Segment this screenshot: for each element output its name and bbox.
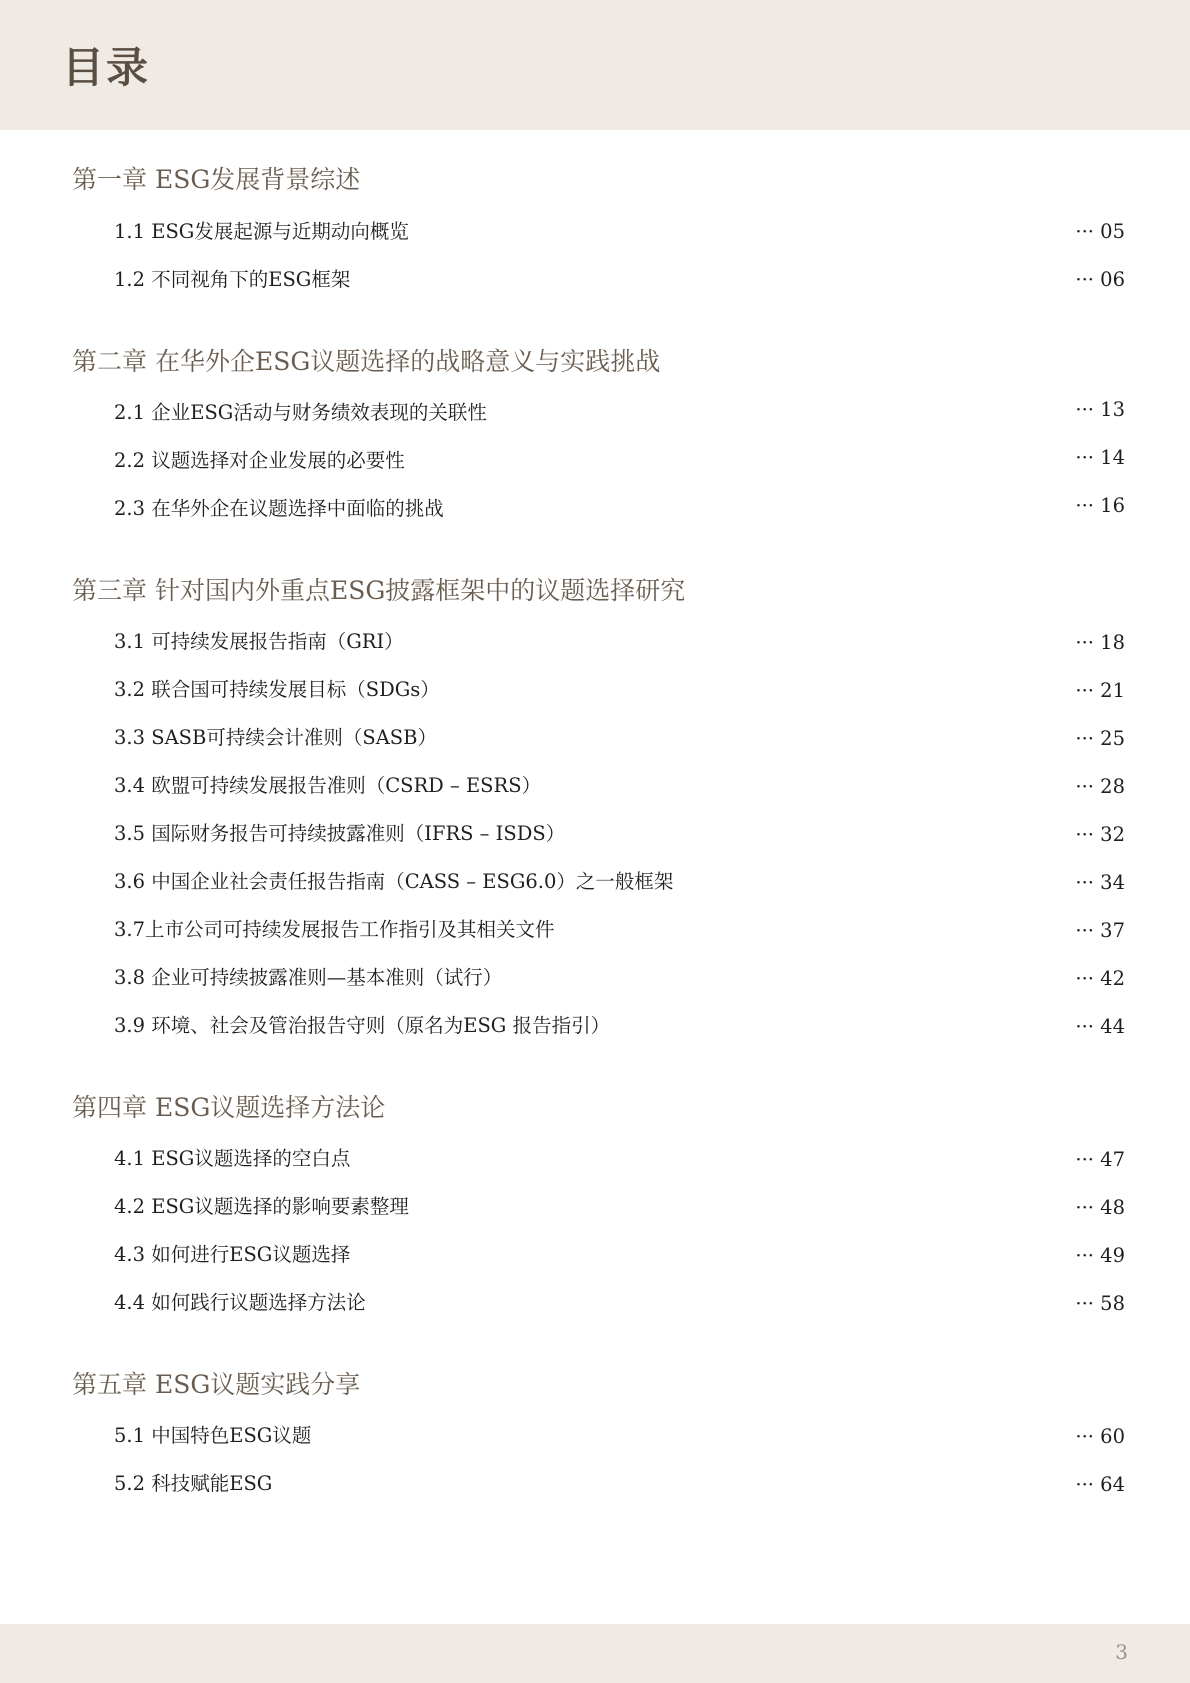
toc-page-1-2: ··· 06 [1075,268,1125,291]
toc-page-2-3: ··· 16 [1075,494,1125,517]
toc-page-3-6: ··· 34 [1075,871,1125,894]
toc-entry-4-2[interactable]: 4.2 ESG议题选择的影响要素整理 [114,1195,409,1218]
toc-entry-3-4[interactable]: 3.4 欧盟可持续发展报告准则（CSRD – ESRS） [114,774,542,797]
toc-entry-3-6[interactable]: 3.6 中国企业社会责任报告指南（CASS – ESG6.0）之一般框架 [114,870,674,893]
toc-entry-5-1[interactable]: 5.1 中国特色ESG议题 [114,1424,312,1447]
toc-page-3-3: ··· 25 [1075,727,1125,750]
toc-entry-4-4[interactable]: 4.4 如何践行议题选择方法论 [114,1291,366,1314]
page-title: 目录 [62,43,151,92]
toc-entry-2-1[interactable]: 2.1 企业ESG活动与财务绩效表现的关联性 [114,401,487,424]
page-number: 3 [1115,1640,1128,1664]
toc-entry-3-8[interactable]: 3.8 企业可持续披露准则—基本准则（试行） [114,966,503,989]
toc-entry-3-1[interactable]: 3.1 可持续发展报告指南（GRI） [114,630,404,653]
toc-page-3-2: ··· 21 [1075,679,1125,702]
toc-page-4-3: ··· 49 [1075,1244,1125,1267]
toc-page-1-1: ··· 05 [1075,220,1125,243]
toc-entry-3-9[interactable]: 3.9 环境、社会及管治报告守则（原名为ESG 报告指引） [114,1014,611,1037]
toc-page-5-1: ··· 60 [1075,1425,1125,1448]
toc-entry-2-3[interactable]: 2.3 在华外企在议题选择中面临的挑战 [114,497,444,520]
toc-page-5-2: ··· 64 [1075,1473,1125,1496]
toc-entry-3-3[interactable]: 3.3 SASB可持续会计准则（SASB） [114,726,437,749]
toc-page-4-2: ··· 48 [1075,1196,1125,1219]
toc-page-3-7: ··· 37 [1075,919,1125,942]
chapter-2-title[interactable]: 第二章 在华外企ESG议题选择的战略意义与实践挑战 [72,347,661,376]
footer-band [0,1624,1190,1683]
toc-page-4-1: ··· 47 [1075,1148,1125,1171]
toc-entry-2-2[interactable]: 2.2 议题选择对企业发展的必要性 [114,449,405,472]
toc-page-2-2: ··· 14 [1075,446,1125,469]
toc-page-4-4: ··· 58 [1075,1292,1125,1315]
toc-page-3-9: ··· 44 [1075,1015,1125,1038]
toc-entry-5-2[interactable]: 5.2 科技赋能ESG [114,1472,273,1495]
toc-entry-3-5[interactable]: 3.5 国际财务报告可持续披露准则（IFRS – ISDS） [114,822,566,845]
toc-entry-3-2[interactable]: 3.2 联合国可持续发展目标（SDGs） [114,678,440,701]
header-band [0,0,1190,130]
toc-page-3-5: ··· 32 [1075,823,1125,846]
chapter-5-title[interactable]: 第五章 ESG议题实践分享 [72,1370,361,1399]
toc-entry-1-2[interactable]: 1.2 不同视角下的ESG框架 [114,268,351,291]
toc-entry-4-1[interactable]: 4.1 ESG议题选择的空白点 [114,1147,351,1170]
chapter-3-title[interactable]: 第三章 针对国内外重点ESG披露框架中的议题选择研究 [72,576,686,605]
toc-page-3-4: ··· 28 [1075,775,1125,798]
toc-page-3-8: ··· 42 [1075,967,1125,990]
toc-entry-3-7[interactable]: 3.7上市公司可持续发展报告工作指引及其相关文件 [114,918,555,941]
toc-entry-1-1[interactable]: 1.1 ESG发展起源与近期动向概览 [114,220,409,243]
chapter-1-title[interactable]: 第一章 ESG发展背景综述 [72,165,361,194]
toc-entry-4-3[interactable]: 4.3 如何进行ESG议题选择 [114,1243,351,1266]
toc-page-3-1: ··· 18 [1075,631,1125,654]
toc-page-2-1: ··· 13 [1075,398,1125,421]
chapter-4-title[interactable]: 第四章 ESG议题选择方法论 [72,1093,386,1122]
